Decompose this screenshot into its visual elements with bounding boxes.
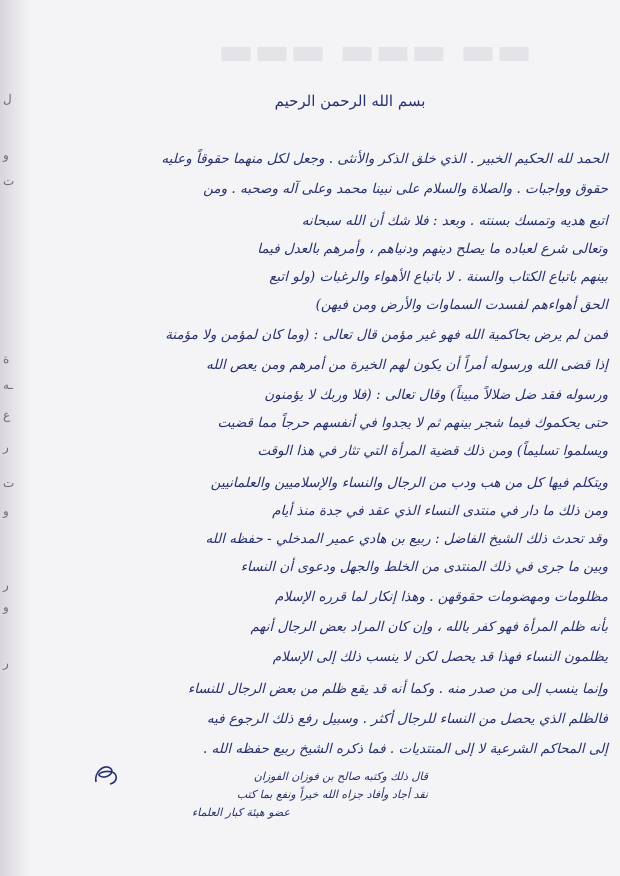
letter-line: ورسوله فقد ضل ضلالاً مبيناً) وقال تعالى : (فلا وربك لا يؤمنون (264, 387, 608, 403)
closing-line-3: عضو هيئة كبار العلماء (191, 806, 290, 819)
letter-line: الحق أهواءهم لفسدت السماوات والأرض ومن فيهن) (315, 297, 608, 313)
letter-line: إلى المحاكم الشرعية لا إلى المنتديات . فما ذكره الشيخ ربيع حفظه الله . (202, 741, 608, 757)
letter-line: مظلومات ومهضومات حقوقهن . وهذا إنكار لما قرره الإسلام (274, 589, 608, 605)
letter-line: ومن ذلك ما دار في منتدى النساء الذي عقد في جدة منذ أيام (272, 503, 608, 519)
letter-line: الحمد لله الحكيم الخبير . الذي خلق الذكر والأنثى . وجعل لكل منهما حقوقاً وعليه (161, 151, 608, 167)
edge-fragment: ر (3, 656, 9, 670)
letter-line: حقوق وواجبات . والصلاة والسلام على نبينا محمد وعلى آله وصحبه . ومن (203, 181, 608, 197)
edge-fragment: ر (3, 578, 9, 592)
edge-fragment: ر (3, 440, 9, 454)
letter-line: بينهم باتباع الكتاب والسنة . لا باتباع الأهواء والرغبات (ولو اتبع (269, 269, 608, 285)
edge-fragment: ت (3, 174, 15, 188)
closing-line-1: قال ذلك وكتبه صالح بن فوزان الفوزان (253, 770, 428, 783)
letter-line: ويتكلم فيها كل من هب ودب من الرجال والنساء والإسلاميين والعلمانيين (210, 475, 608, 491)
letter-line: إذا قضى الله ورسوله أمراً أن يكون لهم الخيرة من أمرهم ومن يعص الله (206, 357, 608, 373)
edge-fragment: ـه (3, 378, 13, 392)
letter-line: حتى يحكموك فيما شجر بينهم ثم لا يجدوا في أنفسهم حرجاً مما قضيت (217, 415, 608, 431)
edge-fragment: ل (3, 92, 12, 106)
bleed-through-heading: ▬▬ ▬▬▬ ▬▬▬ (218, 28, 532, 73)
letter-line: اتبع هديه وتمسك بسنته . وبعد : فلا شك أن الله سبحانه (301, 213, 608, 229)
letter-line: وإنما ينسب إلى من صدر منه . وكما أنه قد يقع ظلم من بعض الرجال للنساء (187, 681, 608, 697)
edge-fragment: ع (3, 408, 11, 422)
edge-fragment: ة (3, 352, 10, 366)
letter-line: بأنه ظلم المرأة فهو كفر بالله ، وإن كان المراد بعض الرجال أنهم (250, 619, 608, 635)
letter-line: فمن لم يرض بحاكمية الله فهو غير مؤمن قال تعالى : (وما كان لمؤمن ولا مؤمنة (165, 327, 608, 343)
basmala-heading: بسم الله الرحمن الرحيم (274, 92, 426, 110)
letter-line: يظلمون النساء فهذا قد يحصل لكن لا ينسب ذلك إلى الإسلام (272, 649, 608, 665)
adjacent-page-edge (0, 0, 30, 876)
letter-line: ويسلموا تسليماً) ومن ذلك قضية المرأة التي تثار في هذا الوقت (257, 443, 608, 459)
edge-fragment: ت (3, 476, 15, 490)
edge-fragment: و (3, 148, 9, 162)
edge-fragment: و (3, 504, 9, 518)
closing-line-2: نقد أجاد وأفاد جزاه الله خيراً ونفع بما كتب (236, 788, 428, 801)
edge-fragment: و (3, 600, 9, 614)
letter-line: فالظلم الذي يحصل من النساء للرجال أكثر . وسبيل رفع ذلك الرجوع فيه (206, 711, 608, 727)
letter-line: وتعالى شرع لعباده ما يصلح دينهم ودنياهم ، وأمرهم بالعدل فيما (257, 241, 608, 257)
letter-line: وبين ما جرى في ذلك المنتدى من الخلط والجهل ودعوى أن النساء (240, 559, 608, 575)
letter-line: وقد تحدث ذلك الشيخ الفاضل : ربيع بن هادي عمير المدخلي - حفظه الله (205, 531, 608, 547)
handwritten-letter-page (30, 0, 620, 876)
